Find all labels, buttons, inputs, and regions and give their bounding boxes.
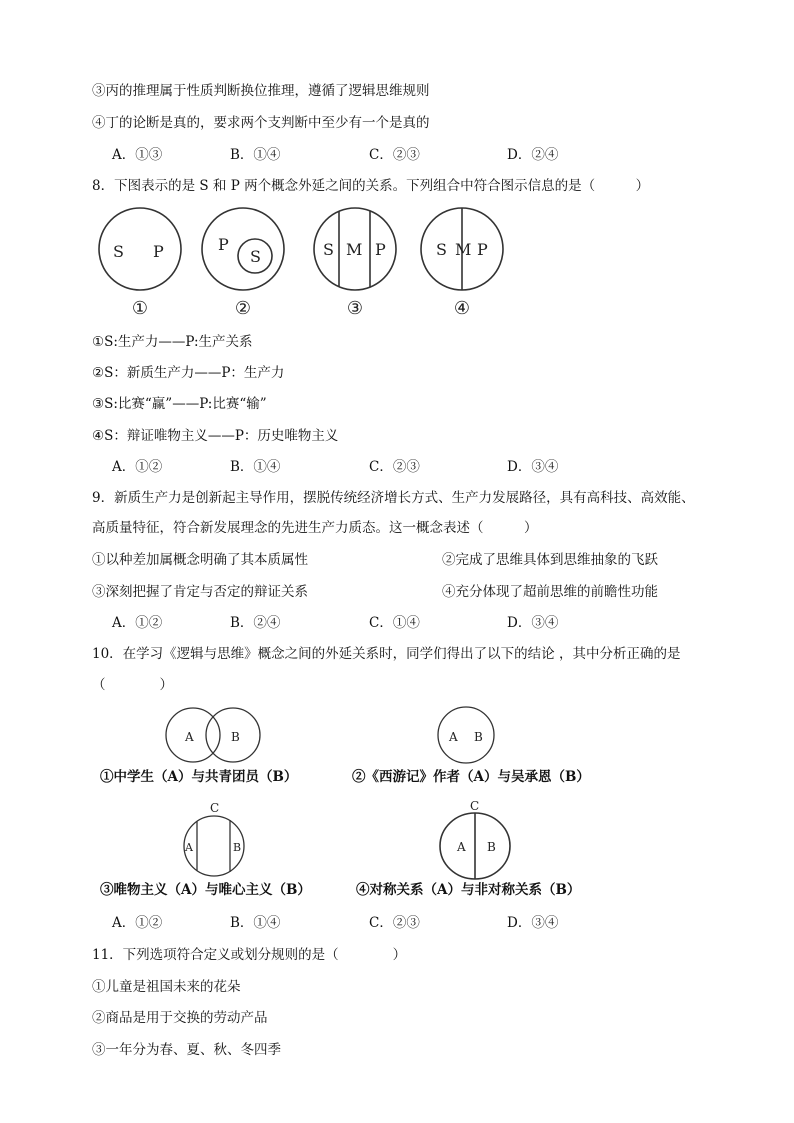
q10-fig4-label-a: A (457, 840, 466, 854)
q8-fig3-number: ③ (346, 298, 364, 319)
q8-item-4: ④S：辩证唯物主义——P：历史唯物主义 (92, 428, 339, 444)
q9-option-d: D．③④ (507, 615, 559, 631)
q8-stem: 8．下图表示的是 S 和 P 两个概念外延之间的关系。下列组合中符合图示信息的是（ ） (92, 178, 650, 194)
q10-caption-3: ③唯物主义（A）与唯心主义（B） (100, 882, 311, 898)
q10-fig1-label-a: A (185, 730, 194, 744)
q11-stem: 11．下列选项符合定义或划分规则的是（ ） (92, 947, 407, 963)
q9-option-a: A．①② (112, 615, 163, 631)
q7-option-a: A．①③ (112, 147, 163, 163)
q10-option-b: B．①④ (230, 915, 281, 931)
q11-item-3: ③一年分为春、夏、秋、冬四季 (92, 1042, 281, 1058)
q9-item-3: ③深刻把握了肯定与否定的辩证关系 (92, 584, 308, 600)
q8-option-c: C．②③ (369, 459, 420, 475)
q11-item-1: ①儿童是祖国未来的花朵 (92, 979, 241, 995)
q10-fig3-label-b: B (233, 841, 242, 854)
q10-caption-4: ④对称关系（A）与非对称关系（B） (356, 882, 581, 898)
q8-figure-1 (95, 205, 185, 319)
q8-fig3-label-p: P (375, 240, 386, 259)
q8-figure-2 (200, 205, 290, 319)
q7-option-d: D．②④ (507, 147, 559, 163)
q8-option-b: B．①④ (230, 459, 281, 475)
q8-item-3: ③S:比赛“赢”——P:比赛“输” (92, 396, 267, 412)
q9-stem-line-2: 高质量特征，符合新发展理念的先进生产力质态。这一概念表述（ ） (92, 520, 538, 536)
q11-item-2: ②商品是用于交换的劳动产品 (92, 1010, 268, 1026)
q9-item-2: ②完成了思维具体到思维抽象的飞跃 (442, 552, 658, 568)
q10-fig2-label-b: B (474, 730, 483, 744)
q8-fig3-label-s: S (323, 240, 334, 259)
q10-caption-2: ②《西游记》作者（A）与吴承恩（B） (352, 769, 590, 785)
q8-fig1-number: ① (131, 298, 149, 319)
q10-figure-3-contradictory-partial (180, 798, 250, 888)
q8-option-a: A．①② (112, 459, 163, 475)
q8-fig4-label-m: M (455, 240, 472, 259)
q8-fig2-label-s: S (250, 247, 261, 266)
q9-option-c: C．①④ (369, 615, 420, 631)
q10-stem-line-1: 10．在学习《逻辑与思维》概念之间的外延关系时，同学们得出了以下的结论 ，其中分析正确的是 (92, 646, 681, 662)
q8-item-2: ②S：新质生产力——P：生产力 (92, 365, 285, 381)
q9-stem-line-1: 9．新质生产力是创新起主导作用，摆脱传统经济增长方式、生产力发展路径，具有高科技、高效能、 (92, 490, 695, 506)
q8-fig1-label-p: P (153, 242, 164, 261)
q8-fig4-label-p: P (477, 240, 488, 259)
q8-fig3-label-m: M (346, 240, 363, 259)
q10-figure-2-identity (436, 704, 500, 768)
q8-item-1: ①S:生产力——P:生产关系 (92, 334, 253, 350)
q8-fig1-label-s: S (113, 242, 124, 261)
q8-figure-4 (420, 205, 510, 319)
q9-option-b: B．②④ (230, 615, 281, 631)
q10-fig3-label-a: A (185, 841, 193, 854)
q9-item-1: ①以种差加属概念明确了其本质属性 (92, 552, 308, 568)
q10-stem-line-2: （ ） (92, 677, 173, 693)
q10-caption-1: ①中学生（A）与共青团员（B） (100, 769, 298, 785)
q7-option-c: C．②③ (369, 147, 420, 163)
q10-option-d: D．③④ (507, 915, 559, 931)
q9-item-4: ④充分体现了超前思维的前瞻性功能 (442, 584, 658, 600)
q10-option-c: C．②③ (369, 915, 420, 931)
q7-option-b: B．①④ (230, 147, 281, 163)
q10-option-a: A．①② (112, 915, 163, 931)
q10-figure-1-overlap (165, 706, 265, 766)
q8-fig4-label-s: S (436, 240, 447, 259)
q10-fig4-label-c: C (470, 799, 480, 813)
q8-fig2-label-p: P (218, 235, 229, 254)
q8-figure-3 (312, 205, 402, 319)
q7-statement-3: ③丙的推理属于性质判断换位推理，遵循了逻辑思维规则 (92, 83, 430, 99)
q8-fig4-number: ④ (453, 298, 471, 319)
q8-option-d: D．③④ (507, 459, 559, 475)
q8-fig2-number: ② (234, 298, 252, 319)
q10-fig3-label-c: C (210, 801, 220, 815)
q10-fig4-label-b: B (487, 840, 496, 854)
q7-statement-4: ④丁的论断是真的，要求两个支判断中至少有一个是真的 (92, 115, 430, 131)
q10-fig1-label-b: B (231, 730, 240, 744)
q10-fig2-label-a: A (449, 730, 458, 744)
q10-figure-4-contradictory (437, 796, 517, 886)
